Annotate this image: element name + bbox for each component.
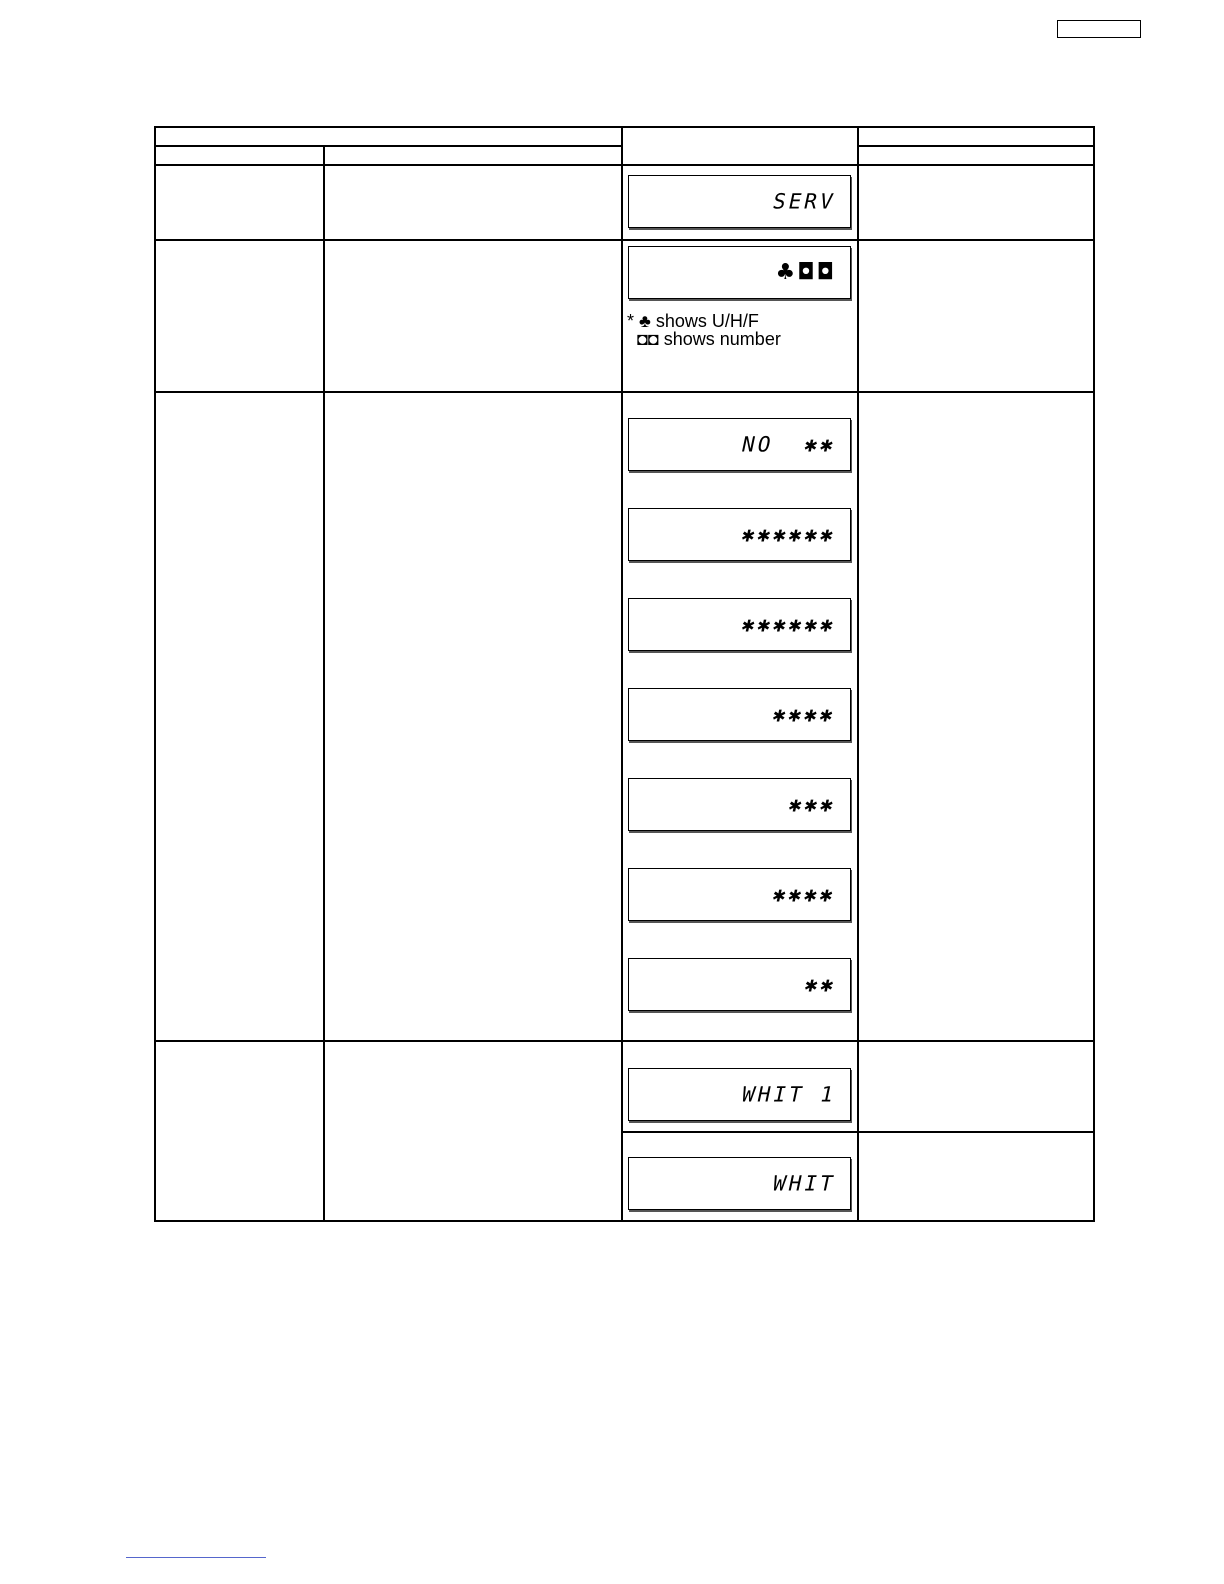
note-line-number (627, 330, 781, 348)
squares-icon: ◘◘ (637, 329, 659, 349)
table-rule-header-bottom (154, 164, 1094, 166)
lcd-four-a (628, 688, 851, 741)
club-icon: ♣ (639, 311, 651, 331)
lcd-club-number-text: ♣◘◘ (775, 259, 836, 285)
note-line-uhf (627, 312, 781, 330)
note-line1: shows U/H/F (655, 311, 759, 331)
lcd-whit-1-text: WHIT 1 (739, 1082, 839, 1106)
table-rule-top (154, 126, 1094, 128)
lcd-whit-1 (628, 1068, 851, 1121)
lcd-three-text: ✱✱✱ (786, 792, 839, 816)
lcd-no (628, 418, 851, 471)
lcd-three (628, 778, 851, 831)
table-rule-right (1093, 126, 1095, 1222)
lcd-whit-text: WHIT (770, 1171, 839, 1195)
table-rule-subheader-right (857, 145, 1094, 147)
table-rule-row1 (154, 239, 1094, 241)
table-rule-row3 (154, 1040, 1094, 1042)
lcd-four-b (628, 868, 851, 921)
lcd-six-b-text: ✱✱✱✱✱✱ (739, 612, 839, 636)
lcd-six-a-text: ✱✱✱✱✱✱ (739, 522, 839, 546)
lcd-no-text: NO ✱✱ (739, 432, 839, 456)
display-note (627, 312, 781, 348)
footer-link-underline (126, 1557, 266, 1558)
lcd-two-text: ✱✱ (802, 972, 839, 996)
lcd-two (628, 958, 851, 1011)
lcd-six-a (628, 508, 851, 561)
table-rule-col2 (621, 126, 623, 1222)
table-rule-bottom (154, 1220, 1094, 1222)
lcd-club-number (628, 246, 851, 299)
lcd-serv (628, 175, 851, 228)
lcd-six-b (628, 598, 851, 651)
table-rule-left (154, 126, 156, 1222)
note-line2: shows number (663, 329, 781, 349)
lcd-whit (628, 1157, 851, 1210)
table-rule-col3 (857, 126, 859, 1222)
table-rule-row2 (154, 391, 1094, 393)
note-asterisk: * (627, 311, 635, 331)
table-rule-subheader-left (154, 145, 622, 147)
lcd-four-b-text: ✱✱✱✱ (770, 882, 839, 906)
table-rule-col1 (323, 145, 325, 1222)
lcd-four-a-text: ✱✱✱✱ (770, 702, 839, 726)
lcd-serv-text: SERV (770, 189, 839, 213)
